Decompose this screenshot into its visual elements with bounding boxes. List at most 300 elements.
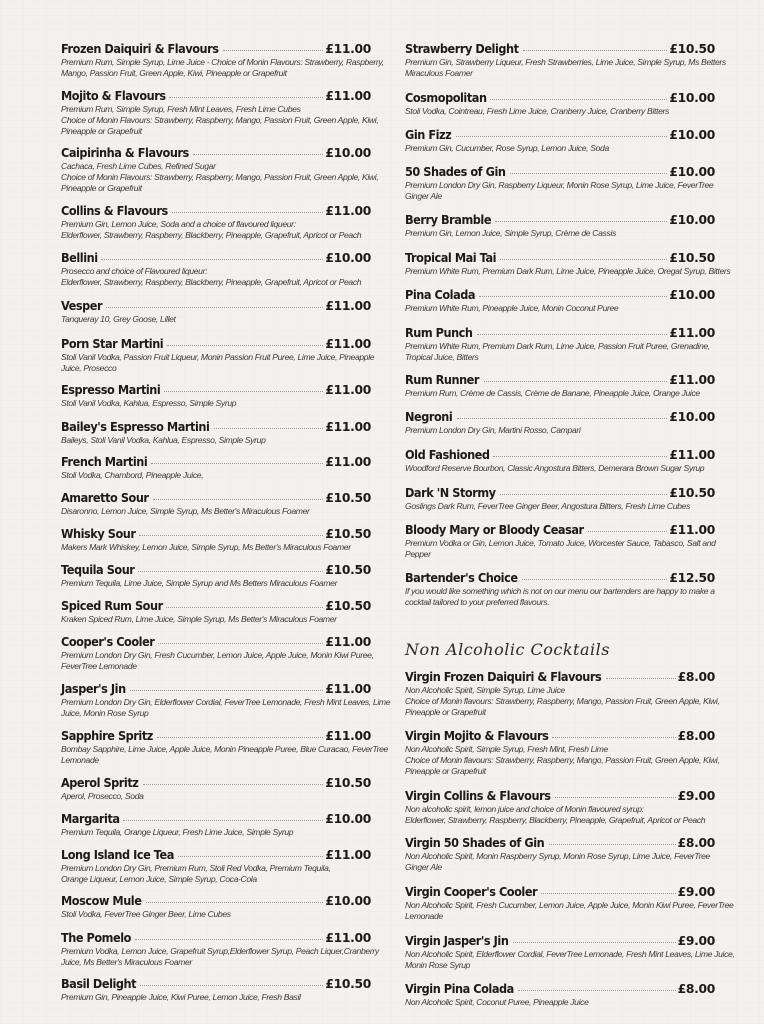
dotted-leader: [167, 345, 323, 346]
dotted-leader: [490, 99, 667, 100]
menu-item-price: £11.00: [325, 299, 371, 313]
description-line: Kraken Spiced Rum, Lime Juice, Simple Syrup, Ms Better's Miraculous Foamer: [61, 614, 337, 624]
dotted-leader: [456, 136, 668, 137]
menu-item-title-row: [61, 251, 371, 265]
description-line: If you would like something which is not on our menu our bartenders are happy to make a: [405, 586, 715, 596]
menu-item-name: Virgin Collins & Flavours: [405, 789, 551, 803]
description-line: Premium London Dry Gin, Premium Rum, Stoli Red Vodka, Premium Tequila,: [61, 863, 331, 873]
description-line: Woodford Reserve Bourbon, Classic Angostura Bitters, Demerara Brown Sugar Syrup: [405, 463, 705, 473]
menu-item-name: Virgin Jasper's Jin: [405, 934, 509, 948]
description-line: Choice of Monin flavours: Strawberry, Raspberry, Mango, Passion Fruit, Green Apple, Kiwi,: [405, 696, 720, 706]
description-line: Premium Tequila, Lime Juice, Simple Syrup and Ms Betters Miraculous Foamer: [61, 578, 338, 588]
menu-item-description: [405, 949, 735, 971]
menu-item-price: £10.00: [669, 91, 715, 105]
description-line: Ginger Ale: [405, 191, 442, 201]
menu-item-mojito-flavours: [61, 89, 379, 137]
menu-item-description: [61, 578, 371, 589]
description-line: Non Alcoholic Spirit, Monin Raspberry Syrup, Monin Rose Syrup, Lime Juice, FeverTree: [405, 851, 710, 861]
dotted-leader: [552, 737, 675, 738]
menu-item-name: Jasper's Jin: [61, 682, 126, 696]
menu-item-name: Moscow Mule: [61, 894, 142, 908]
menu-item-description: [61, 992, 371, 1003]
menu-item-description: [405, 180, 715, 202]
menu-item-price: £10.50: [325, 563, 371, 577]
description-line: Premium Vodka or Gin, Lemon Juice, Tomato Juice, Worcester Sauce, Tabasco, Salt and: [405, 538, 716, 548]
menu-item-title-row: [405, 789, 715, 803]
description-line: Baileys, Stoli Vanil Vodka, Kahlua, Espresso, Simple Syrup: [61, 435, 266, 445]
menu-item-price: £10.50: [669, 486, 715, 500]
menu-item-rum-punch: [405, 326, 715, 363]
menu-item-description: [405, 143, 715, 154]
menu-item-price: £10.00: [325, 812, 371, 826]
description-line: Bombay Sapphire, Lime Juice, Apple Juice, Monin Pineapple Puree, Blue Curacao, FeverTree: [61, 744, 388, 754]
menu-item-title-row: [61, 812, 371, 826]
menu-item-description: [405, 744, 720, 777]
menu-item-price: £11.00: [325, 455, 371, 469]
description-line: Non Alcoholic Spirit, Elderflower Cordial, FeverTree Lemonade, Fresh Mint Leaves, Lime Juice,: [405, 949, 735, 959]
dotted-leader: [495, 221, 668, 222]
menu-item-name: Negroni: [405, 410, 453, 424]
menu-item-description: [61, 219, 371, 241]
menu-item-old-fashioned: [405, 448, 715, 474]
menu-item-description: [61, 266, 371, 288]
menu-item-price: £8.00: [677, 729, 715, 743]
dotted-leader: [518, 990, 675, 991]
menu-item-name: Frozen Daiquiri & Flavours: [61, 42, 219, 56]
menu-item-name: Bloody Mary or Bloody Ceasar: [405, 523, 584, 537]
menu-item-title-row: [405, 836, 715, 850]
menu-item-price: £11.00: [325, 931, 371, 945]
dotted-leader: [484, 381, 668, 382]
dotted-leader: [500, 494, 667, 495]
menu-item-price: £10.50: [325, 776, 371, 790]
menu-item-price: £10.00: [325, 894, 371, 908]
menu-item-title-row: [61, 491, 371, 505]
description-line: cocktail tailored to your preferred flavours.: [405, 597, 550, 607]
description-line: Pineapple or Grapefruit: [61, 183, 142, 193]
description-line: Elderflower, Strawberry, Raspberry, Blackberry, Pineapple, Grapefruit, Apricot or Peach: [405, 815, 706, 825]
menu-item-virgin-frozen-daiquiri-flavours: [405, 670, 720, 718]
description-line: Stoli Vanil Vodka, Kahlua, Espresso, Simple Syrup: [61, 398, 237, 408]
description-line: Makers Mark Whiskey, Lemon Juice, Simple Syrup, Ms Better's Miraculous Foamer: [61, 542, 351, 552]
menu-item-price: £11.00: [325, 420, 371, 434]
dotted-leader: [214, 428, 324, 429]
description-line: Stoli Vodka, Chambord, Pineapple Juice,: [61, 470, 204, 480]
menu-item-description: [61, 542, 371, 553]
menu-item-title-row: [405, 288, 715, 302]
menu-item-name: Rum Punch: [405, 326, 473, 340]
menu-item-price: £11.00: [325, 204, 371, 218]
menu-item-title-row: [61, 977, 371, 991]
menu-item-description: [405, 804, 715, 826]
menu-item-description: [61, 398, 371, 409]
menu-item-title-row: [405, 213, 715, 227]
menu-item-description: [405, 586, 715, 608]
menu-item-rum-runner: [405, 373, 715, 399]
description-line: Premium White Rum, Premium Dark Rum, Lime Juice, Passion Fruit Puree, Grenadine,: [405, 341, 710, 351]
menu-item-title-row: [61, 599, 371, 613]
menu-item-price: £11.00: [325, 89, 371, 103]
menu-item-bailey-s-espresso-martini: [61, 420, 371, 446]
menu-item-title-row: [405, 885, 715, 899]
non-alcoholic-section-title: Non Alcoholic Cocktails: [405, 640, 610, 659]
menu-item-name: Spiced Rum Sour: [61, 599, 163, 613]
menu-item-name: Virgin Mojito & Flavours: [405, 729, 549, 743]
description-line: Premium London Dry Gin, Martini Rosso, Campari: [405, 425, 581, 435]
menu-item-title-row: [61, 337, 371, 351]
description-line: Premium Rum, Crème de Cassis, Crème de Banane, Pineapple Juice, Orange Juice: [405, 388, 700, 398]
menu-item-name: Tequila Sour: [61, 563, 135, 577]
menu-item-price: £11.00: [325, 635, 371, 649]
menu-item-title-row: [405, 448, 715, 462]
dotted-leader: [172, 212, 324, 213]
menu-item-berry-bramble: [405, 213, 715, 239]
menu-item-title-row: [405, 934, 715, 948]
menu-item-name: Porn Star Martini: [61, 337, 164, 351]
dotted-leader: [143, 784, 324, 785]
menu-item-name: Tropical Mai Tai: [405, 251, 497, 265]
description-line: Choice of Monin Flavours: Strawberry, Raspberry, Mango, Passion Fruit, Green Apple, Kiwi,: [61, 172, 379, 182]
menu-item-bellini: [61, 251, 371, 288]
menu-item-name: Old Fashioned: [405, 448, 490, 462]
dotted-leader: [588, 531, 667, 532]
menu-item-title-row: [61, 894, 371, 908]
menu-item-price: £11.00: [669, 326, 715, 340]
description-line: Premium Rum, Simple Syrup, Fresh Mint Leaves, Fresh Lime Cubes: [61, 104, 301, 114]
description-line: Premium London Dry Gin, Elderflower Cordial, FeverTree Lemonade, Fresh Mint Leaves, Lime: [61, 697, 391, 707]
menu-item-porn-star-martini: [61, 337, 375, 374]
dotted-leader: [178, 856, 324, 857]
description-line: Tanqueray 10, Grey Goose, Lillet: [61, 314, 176, 324]
description-line: Choice of Monin flavours: Strawberry, Raspberry, Mango, Passion Fruit, Green Apple, Kiwi,: [405, 755, 720, 765]
menu-item-title-row: [61, 383, 371, 397]
menu-item-description: [405, 900, 734, 922]
menu-item-description: [61, 506, 371, 517]
menu-item-name: Cooper's Cooler: [61, 635, 155, 649]
menu-item-price: £11.00: [325, 42, 371, 56]
menu-item-jasper-s-jin: [61, 682, 391, 719]
menu-item-name: Vesper: [61, 299, 103, 313]
description-line: Premium Gin, Lemon Juice, Soda and a choice of flavoured liqueur:: [61, 219, 296, 229]
description-line: Stoli Vodka, FeverTree Ginger Beer, Lime Cubes: [61, 909, 231, 919]
menu-item-description: [61, 352, 375, 374]
dotted-leader: [457, 418, 668, 419]
menu-item-pina-colada: [405, 288, 715, 314]
description-line: Cachaca, Fresh Lime Cubes, Refined Sugar: [61, 161, 216, 171]
menu-item-aperol-spritz: [61, 776, 371, 802]
menu-item-name: Pina Colada: [405, 288, 476, 302]
menu-item-description: [405, 538, 715, 560]
dotted-leader: [140, 985, 324, 986]
menu-item-name: Dark 'N Stormy: [405, 486, 496, 500]
menu-item-french-martini: [61, 455, 371, 481]
description-line: Non Alcoholic Spirit, Simple Syrup, Lime Juice: [405, 685, 565, 695]
menu-item-description: [61, 650, 374, 672]
menu-item-title-row: [61, 204, 371, 218]
menu-item-name: Bartender's Choice: [405, 571, 518, 585]
description-line: Lemonade: [405, 911, 443, 921]
description-line: Pineapple or Grapefruit: [61, 126, 142, 136]
menu-item-virgin-mojito-flavours: [405, 729, 720, 777]
description-line: Prosecco and choice of Flavoured liqueur:: [61, 266, 208, 276]
menu-item-title-row: [405, 42, 715, 56]
menu-item-name: Collins & Flavours: [61, 204, 168, 218]
menu-item-tequila-sour: [61, 563, 371, 589]
menu-item-price: £10.50: [325, 599, 371, 613]
menu-item-description: [61, 697, 391, 719]
menu-item-whisky-sour: [61, 527, 371, 553]
menu-item-price: £8.00: [677, 836, 715, 850]
menu-item-collins-flavours: [61, 204, 371, 241]
dotted-leader: [500, 259, 667, 260]
description-line: Premium White Rum, Pineapple Juice, Monin Coconut Puree: [405, 303, 619, 313]
menu-item-price: £11.00: [325, 682, 371, 696]
dotted-leader: [151, 463, 323, 464]
dotted-leader: [158, 643, 323, 644]
menu-item-title-row: [61, 89, 371, 103]
menu-item-title-row: [405, 128, 715, 142]
description-line: Premium Gin, Pineapple Juice, Kiwi Puree, Lemon Juice, Fresh Basil: [61, 992, 301, 1002]
dotted-leader: [555, 797, 676, 798]
menu-item-50-shades-of-gin: [405, 165, 715, 202]
menu-item-price: £9.00: [677, 934, 715, 948]
menu-item-title-row: [405, 729, 715, 743]
description-line: Non Alcoholic Spirit, Fresh Cucumber, Lemon Juice, Apple Juice, Monin Kiwi Puree, FeverTree: [405, 900, 734, 910]
menu-item-price: £9.00: [677, 789, 715, 803]
menu-item-price: £10.00: [325, 251, 371, 265]
description-line: Stoli Vanil Vodka, Passion Fruit Liqueur, Monin Passion Fruit Puree, Lime Juice, Pineapple: [61, 352, 375, 362]
menu-item-virgin-pina-colada: [405, 982, 715, 1008]
description-line: Premium Rum, Simple Syrup, Lime Juice - Choice of Monin Flavours: Strawberry, Raspberry,: [61, 57, 384, 67]
dotted-leader: [477, 334, 667, 335]
menu-item-description: [405, 303, 715, 314]
menu-item-price: £11.00: [669, 448, 715, 462]
menu-item-dark-n-stormy: [405, 486, 715, 512]
menu-item-title-row: [405, 982, 715, 996]
dotted-leader: [101, 259, 323, 260]
dotted-leader: [164, 391, 323, 392]
description-line: Goslings Dark Rum, FeverTree Ginger Beer, Angostura Bitters, Fresh Lime Cubes: [405, 501, 690, 511]
description-line: Premium Vodka, Lemon Juice, Grapefruit Syrup,Elderflower Syrup, Peach Liquer,Cranberry: [61, 946, 379, 956]
dotted-leader: [123, 820, 323, 821]
dotted-leader: [606, 678, 676, 679]
menu-item-price: £11.00: [325, 383, 371, 397]
menu-item-description: [405, 425, 715, 436]
menu-item-name: 50 Shades of Gin: [405, 165, 506, 179]
menu-item-description: [61, 161, 379, 194]
menu-item-amaretto-sour: [61, 491, 371, 517]
menu-item-title-row: [61, 635, 371, 649]
menu-item-description: [405, 57, 726, 79]
menu-item-title-row: [405, 373, 715, 387]
menu-item-title-row: [61, 682, 371, 696]
menu-item-tropical-mai-tai: [405, 251, 731, 277]
description-line: Disaronno, Lemon Juice, Simple Syrup, Ms Better's Miraculous Foamer: [61, 506, 310, 516]
menu-item-name: French Martini: [61, 455, 148, 469]
menu-item-price: £10.50: [325, 527, 371, 541]
menu-item-title-row: [61, 931, 371, 945]
description-line: Non Alcoholic Spirit, Coconut Puree, Pineapple Juice: [405, 997, 589, 1007]
menu-item-name: Sapphire Spritz: [61, 729, 153, 743]
menu-item-title-row: [61, 776, 371, 790]
menu-item-description: [405, 388, 715, 399]
menu-item-name: Cosmopolitan: [405, 91, 487, 105]
menu-item-description: [61, 744, 388, 766]
menu-item-description: [61, 909, 371, 920]
menu-item-price: £9.00: [677, 885, 715, 899]
menu-item-name: The Pomelo: [61, 931, 131, 945]
menu-item-name: Amaretto Sour: [61, 491, 149, 505]
menu-item-name: Bailey's Espresso Martini: [61, 420, 210, 434]
menu-item-cosmopolitan: [405, 91, 715, 117]
menu-item-bartender-s-choice: [405, 571, 715, 608]
menu-item-name: Aperol Spritz: [61, 776, 139, 790]
menu-item-description: [61, 314, 371, 325]
description-line: Orange Liqueur, Lemon Juice, Simple Syrup, Coca-Cola: [61, 874, 257, 884]
description-line: Juice, Prosecco: [61, 363, 117, 373]
menu-item-price: £8.00: [677, 670, 715, 684]
menu-item-espresso-martini: [61, 383, 371, 409]
menu-item-caipirinha-flavours: [61, 146, 379, 194]
menu-item-price: £10.50: [669, 251, 715, 265]
description-line: Premium Tequila, Orange Liqueur, Fresh Lime Juice, Simple Syrup: [61, 827, 294, 837]
menu-item-description: [61, 614, 371, 625]
description-line: Elderflower, Strawberry, Raspberry, Blackberry, Pineapple, Grapefruit, Apricot or Peach: [61, 230, 362, 240]
dotted-leader: [513, 942, 676, 943]
menu-item-long-island-ice-tea: [61, 848, 371, 885]
menu-item-price: £10.50: [325, 977, 371, 991]
dotted-leader: [493, 456, 667, 457]
menu-item-name: Whisky Sour: [61, 527, 136, 541]
menu-item-title-row: [61, 420, 371, 434]
menu-item-virgin-collins-flavours: [405, 789, 715, 826]
description-line: Mango, Passion Fruit, Green Apple, Kiwi, Pineapple or Grapefruit: [61, 68, 287, 78]
menu-item-name: Caipirinha & Flavours: [61, 146, 189, 160]
menu-item-title-row: [405, 326, 715, 340]
menu-item-description: [61, 946, 379, 968]
menu-item-the-pomelo: [61, 931, 379, 968]
menu-item-price: £10.50: [669, 42, 715, 56]
menu-item-name: Gin Fizz: [405, 128, 452, 142]
menu-item-name: Basil Delight: [61, 977, 137, 991]
menu-item-price: £11.00: [325, 848, 371, 862]
description-line: Ginger Ale: [405, 862, 442, 872]
menu-item-price: £10.50: [325, 491, 371, 505]
description-line: Pepper: [405, 549, 431, 559]
menu-item-margarita: [61, 812, 371, 838]
menu-item-price: £10.00: [669, 165, 715, 179]
dotted-leader: [130, 690, 323, 691]
menu-item-description: [61, 863, 371, 885]
menu-item-title-row: [405, 165, 715, 179]
description-line: Non Alcoholic Spirit, Simple Syrup, Fresh Mint, Fresh Lime: [405, 744, 608, 754]
menu-item-title-row: [61, 848, 371, 862]
description-line: Juice, Monin Rose Syrup: [61, 708, 149, 718]
menu-item-description: [405, 501, 715, 512]
menu-item-moscow-mule: [61, 894, 371, 920]
menu-item-description: [405, 463, 715, 474]
menu-item-title-row: [405, 91, 715, 105]
menu-item-description: [61, 470, 371, 481]
menu-item-title-row: [61, 42, 371, 56]
menu-item-description: [61, 791, 371, 802]
description-line: Pineapple or Grapefruit: [405, 766, 486, 776]
menu-item-title-row: [61, 299, 371, 313]
menu-item-price: £10.00: [325, 146, 371, 160]
menu-item-frozen-daiquiri-flavours: [61, 42, 384, 79]
menu-item-description: [405, 106, 715, 117]
menu-item-name: Rum Runner: [405, 373, 480, 387]
dotted-leader: [541, 893, 676, 894]
dotted-leader: [138, 571, 323, 572]
dotted-leader: [523, 50, 667, 51]
dotted-leader: [169, 97, 323, 98]
description-line: Premium White Rum, Premium Dark Rum, Lime Juice, Pineapple Juice, Oregat Syrup, Bitters: [405, 266, 731, 276]
menu-item-name: Strawberry Delight: [405, 42, 519, 56]
menu-item-price: £10.00: [669, 288, 715, 302]
menu-item-name: Mojito & Flavours: [61, 89, 166, 103]
menu-item-description: [61, 435, 371, 446]
description-line: Tropical Juice, Bitters: [405, 352, 479, 362]
menu-item-strawberry-delight: [405, 42, 726, 79]
menu-item-price: £10.00: [669, 410, 715, 424]
menu-item-negroni: [405, 410, 715, 436]
menu-item-title-row: [405, 486, 715, 500]
menu-item-description: [405, 851, 715, 873]
menu-item-gin-fizz: [405, 128, 715, 154]
menu-item-basil-delight: [61, 977, 371, 1003]
menu-item-description: [405, 228, 715, 239]
dotted-leader: [223, 50, 324, 51]
dotted-leader: [146, 902, 323, 903]
menu-item-title-row: [61, 563, 371, 577]
description-line: Monin Rose Syrup: [405, 960, 471, 970]
description-line: Premium Gin, Strawberry Liqueur, Fresh Strawberries, Lime Juice, Simple Syrup, Ms Betters: [405, 57, 726, 67]
menu-item-price: £12.50: [669, 571, 715, 585]
menu-item-price: £10.00: [669, 213, 715, 227]
menu-item-name: Virgin Pina Colada: [405, 982, 514, 996]
menu-item-description: [61, 104, 379, 137]
dotted-leader: [193, 154, 324, 155]
dotted-leader: [153, 499, 324, 500]
description-line: Premium London Dry Gin, Fresh Cucumber, Lemon Juice, Apple Juice, Monin Kiwi Puree,: [61, 650, 374, 660]
menu-item-price: £8.00: [677, 982, 715, 996]
description-line: FeverTree Lemonade: [61, 661, 137, 671]
menu-item-name: Bellini: [61, 251, 98, 265]
menu-item-price: £11.00: [325, 729, 371, 743]
menu-item-title-row: [61, 729, 371, 743]
description-line: Premium Gin, Lemon Juice, Simple Syrup, Crème de Cassis: [405, 228, 616, 238]
menu-item-virgin-jasper-s-jin: [405, 934, 735, 971]
dotted-leader: [549, 844, 676, 845]
menu-item-price: £11.00: [669, 523, 715, 537]
menu-item-title-row: [405, 670, 715, 684]
description-line: Premium Gin, Cucumber, Rose Syrup, Lemon Juice, Soda: [405, 143, 609, 153]
menu-item-title-row: [405, 251, 715, 265]
menu-item-spiced-rum-sour: [61, 599, 371, 625]
menu-item-price: £11.00: [325, 337, 371, 351]
dotted-leader: [510, 173, 668, 174]
menu-item-cooper-s-cooler: [61, 635, 374, 672]
menu-item-title-row: [61, 146, 371, 160]
menu-item-sapphire-spritz: [61, 729, 388, 766]
menu-item-title-row: [61, 455, 371, 469]
menu-item-virgin-50-shades-of-gin: [405, 836, 715, 873]
dotted-leader: [166, 607, 323, 608]
menu-item-description: [405, 997, 715, 1008]
description-line: Miraculous Foamer: [405, 68, 473, 78]
menu-item-title-row: [61, 527, 371, 541]
